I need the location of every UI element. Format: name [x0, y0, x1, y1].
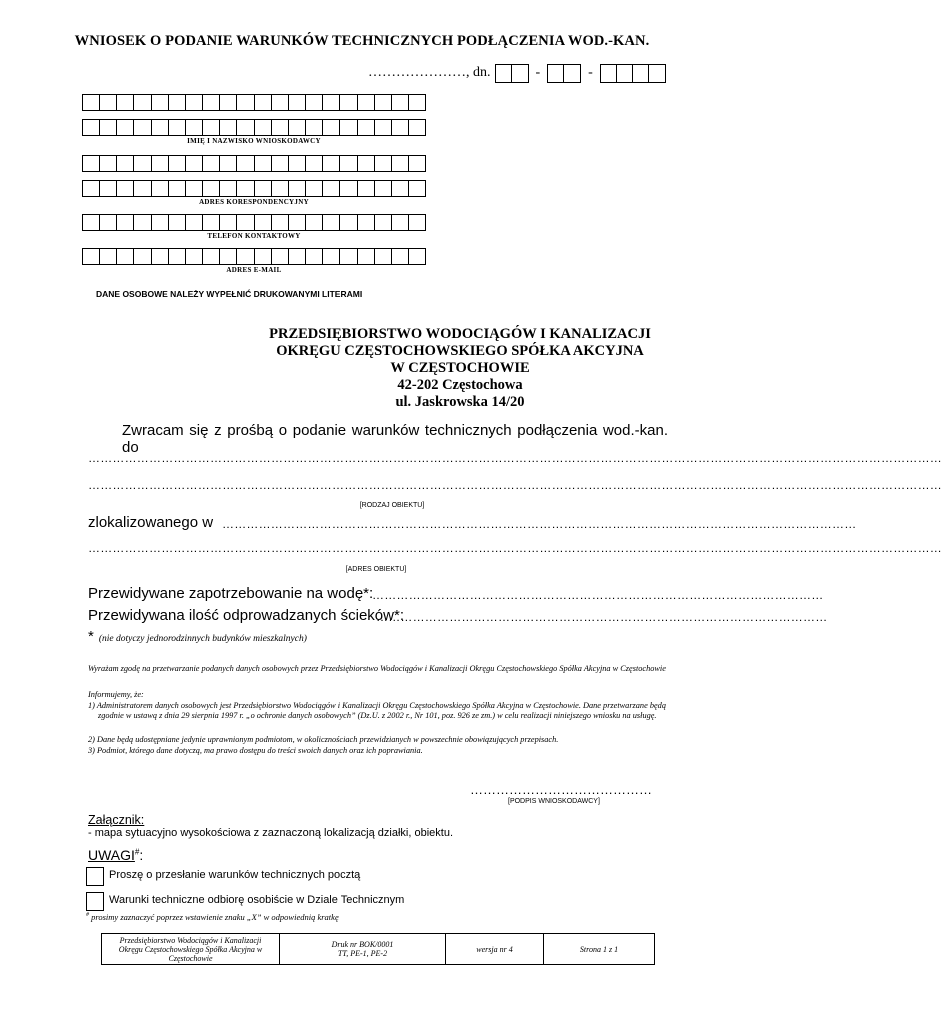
- footer-form-codes: TT, PE-1, PE-2: [337, 949, 388, 958]
- recipient-line-5: ul. Jaskrowska 14/20: [395, 394, 525, 410]
- name-caption: IMIĘ I NAZWISKO WNIOSKODAWCY: [187, 137, 321, 145]
- asterisk-note-row: [88, 628, 307, 645]
- block-letters-note: DANE OSOBOWE NALEŻY WYPEŁNIĆ DRUKOWANYMI LITERAMI: [96, 289, 363, 299]
- attachment-label: Załącznik:: [88, 813, 145, 827]
- sewage-label: Przewidywana ilość odprowadzanych ścieków*:: [88, 607, 404, 624]
- recipient-line-4: 42-202 Częstochowa: [397, 377, 523, 393]
- date-row: [368, 63, 666, 83]
- consent-item-1: 1) Administratorem danych osobowych jest Przedsiębiorstwo Wodociągów i Kanalizacji Okręgu Częstochowskiego Spółka Akcyjna w Częstochowie. Dane przetwarzane będą zgodnie w ustawą z dnia 29 sierpnia 1997 r. „o ochronie danych osobowych” (Dz.U. z 2002 r., Nr 101, poz. 926 ze zm.) w celu realizacji niniejszego wniosku na usługę.: [88, 701, 666, 720]
- consent-item-3: 3) Podmiot, którego dane dotyczą, ma prawo dostępu do treści swoich danych oraz ich poprawiania.: [88, 746, 423, 755]
- object-type-caption: [RODZAJ OBIEKTU]: [359, 502, 425, 509]
- place-field[interactable]: …………………, dn.: [368, 65, 491, 80]
- footer-page: Strona 1 z 1: [579, 944, 619, 954]
- object-address-line[interactable]: …………………………………………………………………………………………………………………………………………………………………………………………: [88, 541, 942, 555]
- recipient-address: [200, 326, 720, 411]
- object-address-caption: [ADRES OBIEKTU]: [345, 566, 407, 573]
- recipient-line-2: OKRĘGU CZĘSTOCHOWSKIEGO SPÓŁKA AKCYJNA: [276, 343, 644, 359]
- footer-table: [101, 933, 655, 965]
- postal-delivery-checkbox[interactable]: [86, 867, 104, 886]
- request-intro: Zwracam się z prośbą o podanie warunków technicznych podłączenia wod.-kan. do: [122, 422, 668, 456]
- attachment-item: - mapa sytuacyjno wysokościowa z zaznaczoną lokalizacją działki, obiektu.: [88, 827, 454, 839]
- date-year-boxes[interactable]: [600, 64, 666, 83]
- remarks-heading: [88, 847, 143, 863]
- date-separator: -: [535, 65, 541, 80]
- asterisk-mark: *: [88, 628, 94, 645]
- footer-company: Przedsiębiorstwo Wodociągów i Kanalizacji Okręgu Częstochowskiego Spółka Akcyjna w Częstochowie: [102, 934, 280, 964]
- remarks-label: UWAGI: [88, 847, 135, 863]
- name-boxes-row-1[interactable]: [82, 94, 426, 111]
- recipient-line-1: PRZEDSIĘBIORSTWO WODOCIĄGÓW I KANALIZACJI: [269, 326, 651, 342]
- recipient-line-3: W CZĘSTOCHOWIE: [390, 360, 530, 376]
- asterisk-note: (nie dotyczy jednorodzinnych budynków mieszkalnych): [98, 634, 307, 644]
- phone-caption: TELEFON KONTAKTOWY: [207, 232, 301, 240]
- water-demand-field[interactable]: …………………………………………………………………………………………………: [372, 588, 824, 602]
- name-boxes-row-2[interactable]: [82, 119, 426, 136]
- object-type-line-1[interactable]: …………………………………………………………………………………………………………………………………………………………………………………………: [88, 451, 942, 465]
- remarks-footnote: [86, 912, 339, 922]
- signature-field[interactable]: ……………………………………: [470, 782, 652, 797]
- address-caption: ADRES KORESPONDENCYJNY: [199, 198, 309, 206]
- consent-text: Wyrażam zgodę na przetwarzanie podanych danych osobowych przez Przedsiębiorstwo Wodociągów i Kanalizacji Okręgu Częstochowskiego Spółka Akcyjna w Częstochowie: [88, 664, 666, 673]
- personal-pickup-label: Warunki techniczne odbiorę osobiście w Dziale Technicznym: [109, 894, 405, 906]
- object-type-line-2[interactable]: …………………………………………………………………………………………………………………………………………………………………………………………: [88, 478, 942, 492]
- address-boxes-row-1[interactable]: [82, 155, 426, 172]
- remarks-marker: #: [134, 847, 140, 857]
- personal-pickup-checkbox[interactable]: [86, 892, 104, 911]
- footer-form-no: Druk nr BOK/0001: [331, 940, 394, 949]
- inform-label: Informujemy, że:: [88, 690, 144, 699]
- document-title: WNIOSEK O PODANIE WARUNKÓW TECHNICZNYCH PODŁĄCZENIA WOD.-KAN.: [74, 33, 650, 49]
- footnote-marker: #: [86, 912, 89, 919]
- sewage-field[interactable]: …………………………………………………………………………………………………: [376, 610, 828, 624]
- signature-caption: [PODPIS WNIOSKODAWCY]: [508, 798, 600, 805]
- email-boxes[interactable]: [82, 248, 426, 265]
- water-demand-label: Przewidywane zapotrzebowanie na wodę*:: [88, 585, 374, 602]
- footnote-text: prosimy zaznaczyć poprzez wstawienie znaku „X” w odpowiednią kratkę: [91, 912, 339, 922]
- address-boxes-row-2[interactable]: [82, 180, 426, 197]
- date-day-boxes[interactable]: [495, 64, 529, 83]
- phone-boxes[interactable]: [82, 214, 426, 231]
- date-month-boxes[interactable]: [547, 64, 581, 83]
- located-field[interactable]: …………………………………………………………………………………………………………………………………………: [222, 517, 857, 531]
- footer-version: wersja nr 4: [446, 934, 544, 964]
- consent-item-2: 2) Dane będą udostępniane jedynie uprawnionym podmiotom, w okolicznościach przewidzianych w powszechnie obowiązujących przepisach.: [88, 735, 559, 744]
- located-label: zlokalizowanego w: [88, 514, 214, 531]
- email-caption: ADRES E-MAIL: [226, 266, 282, 274]
- footer-form-cell: [280, 934, 446, 964]
- date-separator: -: [588, 65, 593, 80]
- remarks-colon: :: [139, 847, 144, 863]
- postal-delivery-label: Proszę o przesłanie warunków technicznych pocztą: [109, 869, 361, 881]
